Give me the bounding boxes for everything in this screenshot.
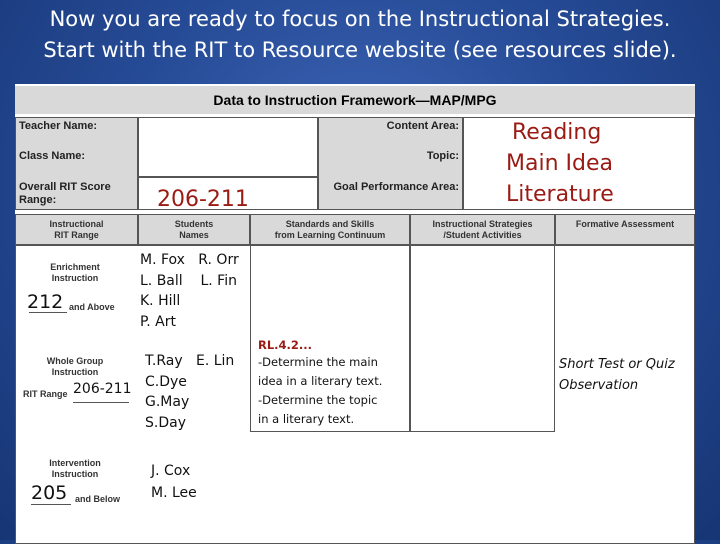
enrichment-and-above: and Above <box>69 302 115 312</box>
whole-group-rit-range-label: RIT Range <box>23 389 68 399</box>
headline-line-2: Start with the RIT to Resource website (see resources slide). <box>43 38 677 62</box>
goal-value: Literature <box>506 182 614 207</box>
enrichment-rit-value: 212 <box>27 291 64 313</box>
column-header-rit-line-1: Instructional <box>49 219 104 229</box>
enrichment-students <box>140 250 252 332</box>
teacher-name-label: Teacher Name: <box>19 120 98 132</box>
standard-line: -Determine the main <box>258 355 378 369</box>
whole-group-rit-value: 206-211 <box>73 381 132 397</box>
goal-performance-area-label: Goal Performance Area: <box>333 181 459 193</box>
student-name: L. Ball L. Fin <box>140 272 237 289</box>
topic-label: Topic: <box>426 150 459 162</box>
whole-group-label-line-1: Whole Group <box>46 356 104 366</box>
whole-group-label-line-2: Instruction <box>51 367 99 377</box>
content-area-value: Reading <box>512 120 602 145</box>
rit-range-value: 206-211 <box>157 187 249 212</box>
student-name: K. Hill <box>140 293 181 309</box>
column-header-students-line-2: Names <box>179 230 209 240</box>
teacher-class-field[interactable] <box>138 117 318 177</box>
whole-group-students <box>145 351 250 433</box>
worksheet-title: Data to Instruction Framework—MAP/MPG <box>15 86 695 114</box>
standard-line: -Determine the topic <box>258 393 378 407</box>
rit-range-label-line-1: Overall RIT Score <box>19 181 111 193</box>
column-header-assessment-line-1: Formative Assessment <box>575 219 675 229</box>
standard-code: RL.4.2... <box>258 338 313 352</box>
standard-line: in a literary text. <box>258 412 355 426</box>
class-name-label: Class Name: <box>19 150 86 162</box>
headline-line-1: Now you are ready to focus on the Instructional Strategies. <box>49 7 671 31</box>
topic-value: Main Idea <box>506 151 613 176</box>
rit-range-label-line-2: Range: <box>19 194 57 206</box>
content-area-label: Content Area: <box>386 120 459 132</box>
standard-line: idea in a literary text. <box>258 374 383 388</box>
enrichment-label-line-2: Instruction <box>51 273 99 283</box>
column-header-rit-line-2: RIT Range <box>54 230 99 240</box>
column-header-students-line-1: Students <box>174 219 214 229</box>
student-name: M. Fox R. Orr <box>140 252 239 268</box>
column-header-standards-line-1: Standards and Skills <box>285 219 375 229</box>
slide-headline <box>0 4 720 66</box>
column-header-strategies-line-2: /Student Activities <box>443 230 522 240</box>
whole-group-rit-underline <box>73 402 129 403</box>
intervention-and-below: and Below <box>75 494 121 504</box>
assessment-line: Observation <box>559 378 639 393</box>
column-header-students <box>138 214 250 245</box>
assessment-line: Short Test or Quiz <box>559 357 675 372</box>
rit-range-label <box>19 181 111 207</box>
framework-worksheet <box>15 84 695 544</box>
student-name: J. Cox <box>151 463 191 479</box>
whole-group-assessment <box>559 354 695 396</box>
column-header-strategies <box>410 214 555 245</box>
student-name: P. Art <box>140 313 176 330</box>
student-name: C.Dye <box>145 373 187 390</box>
column-header-rit <box>15 214 138 245</box>
strategies-cell[interactable] <box>410 245 555 432</box>
intervention-label-line-1: Intervention <box>49 458 101 468</box>
column-header-assessment <box>555 214 695 245</box>
intervention-label <box>40 458 110 480</box>
column-header-standards <box>250 214 410 245</box>
column-header-standards-line-2: from Learning Continuum <box>274 230 386 240</box>
intervention-rit-value: 205 <box>31 482 68 504</box>
whole-group-label <box>40 356 110 378</box>
enrichment-label-line-1: Enrichment <box>50 262 100 272</box>
enrichment-label <box>40 262 110 284</box>
column-header-strategies-line-1: Instructional Strategies <box>432 219 533 229</box>
student-name: M. Lee <box>151 485 197 501</box>
student-name: T.Ray E. Lin <box>145 353 235 369</box>
intervention-label-line-2: Instruction <box>51 469 99 479</box>
whole-group-standards <box>258 338 408 429</box>
intervention-students <box>151 460 246 504</box>
student-name: G.May <box>145 394 190 410</box>
student-name: S.Day <box>145 414 186 431</box>
